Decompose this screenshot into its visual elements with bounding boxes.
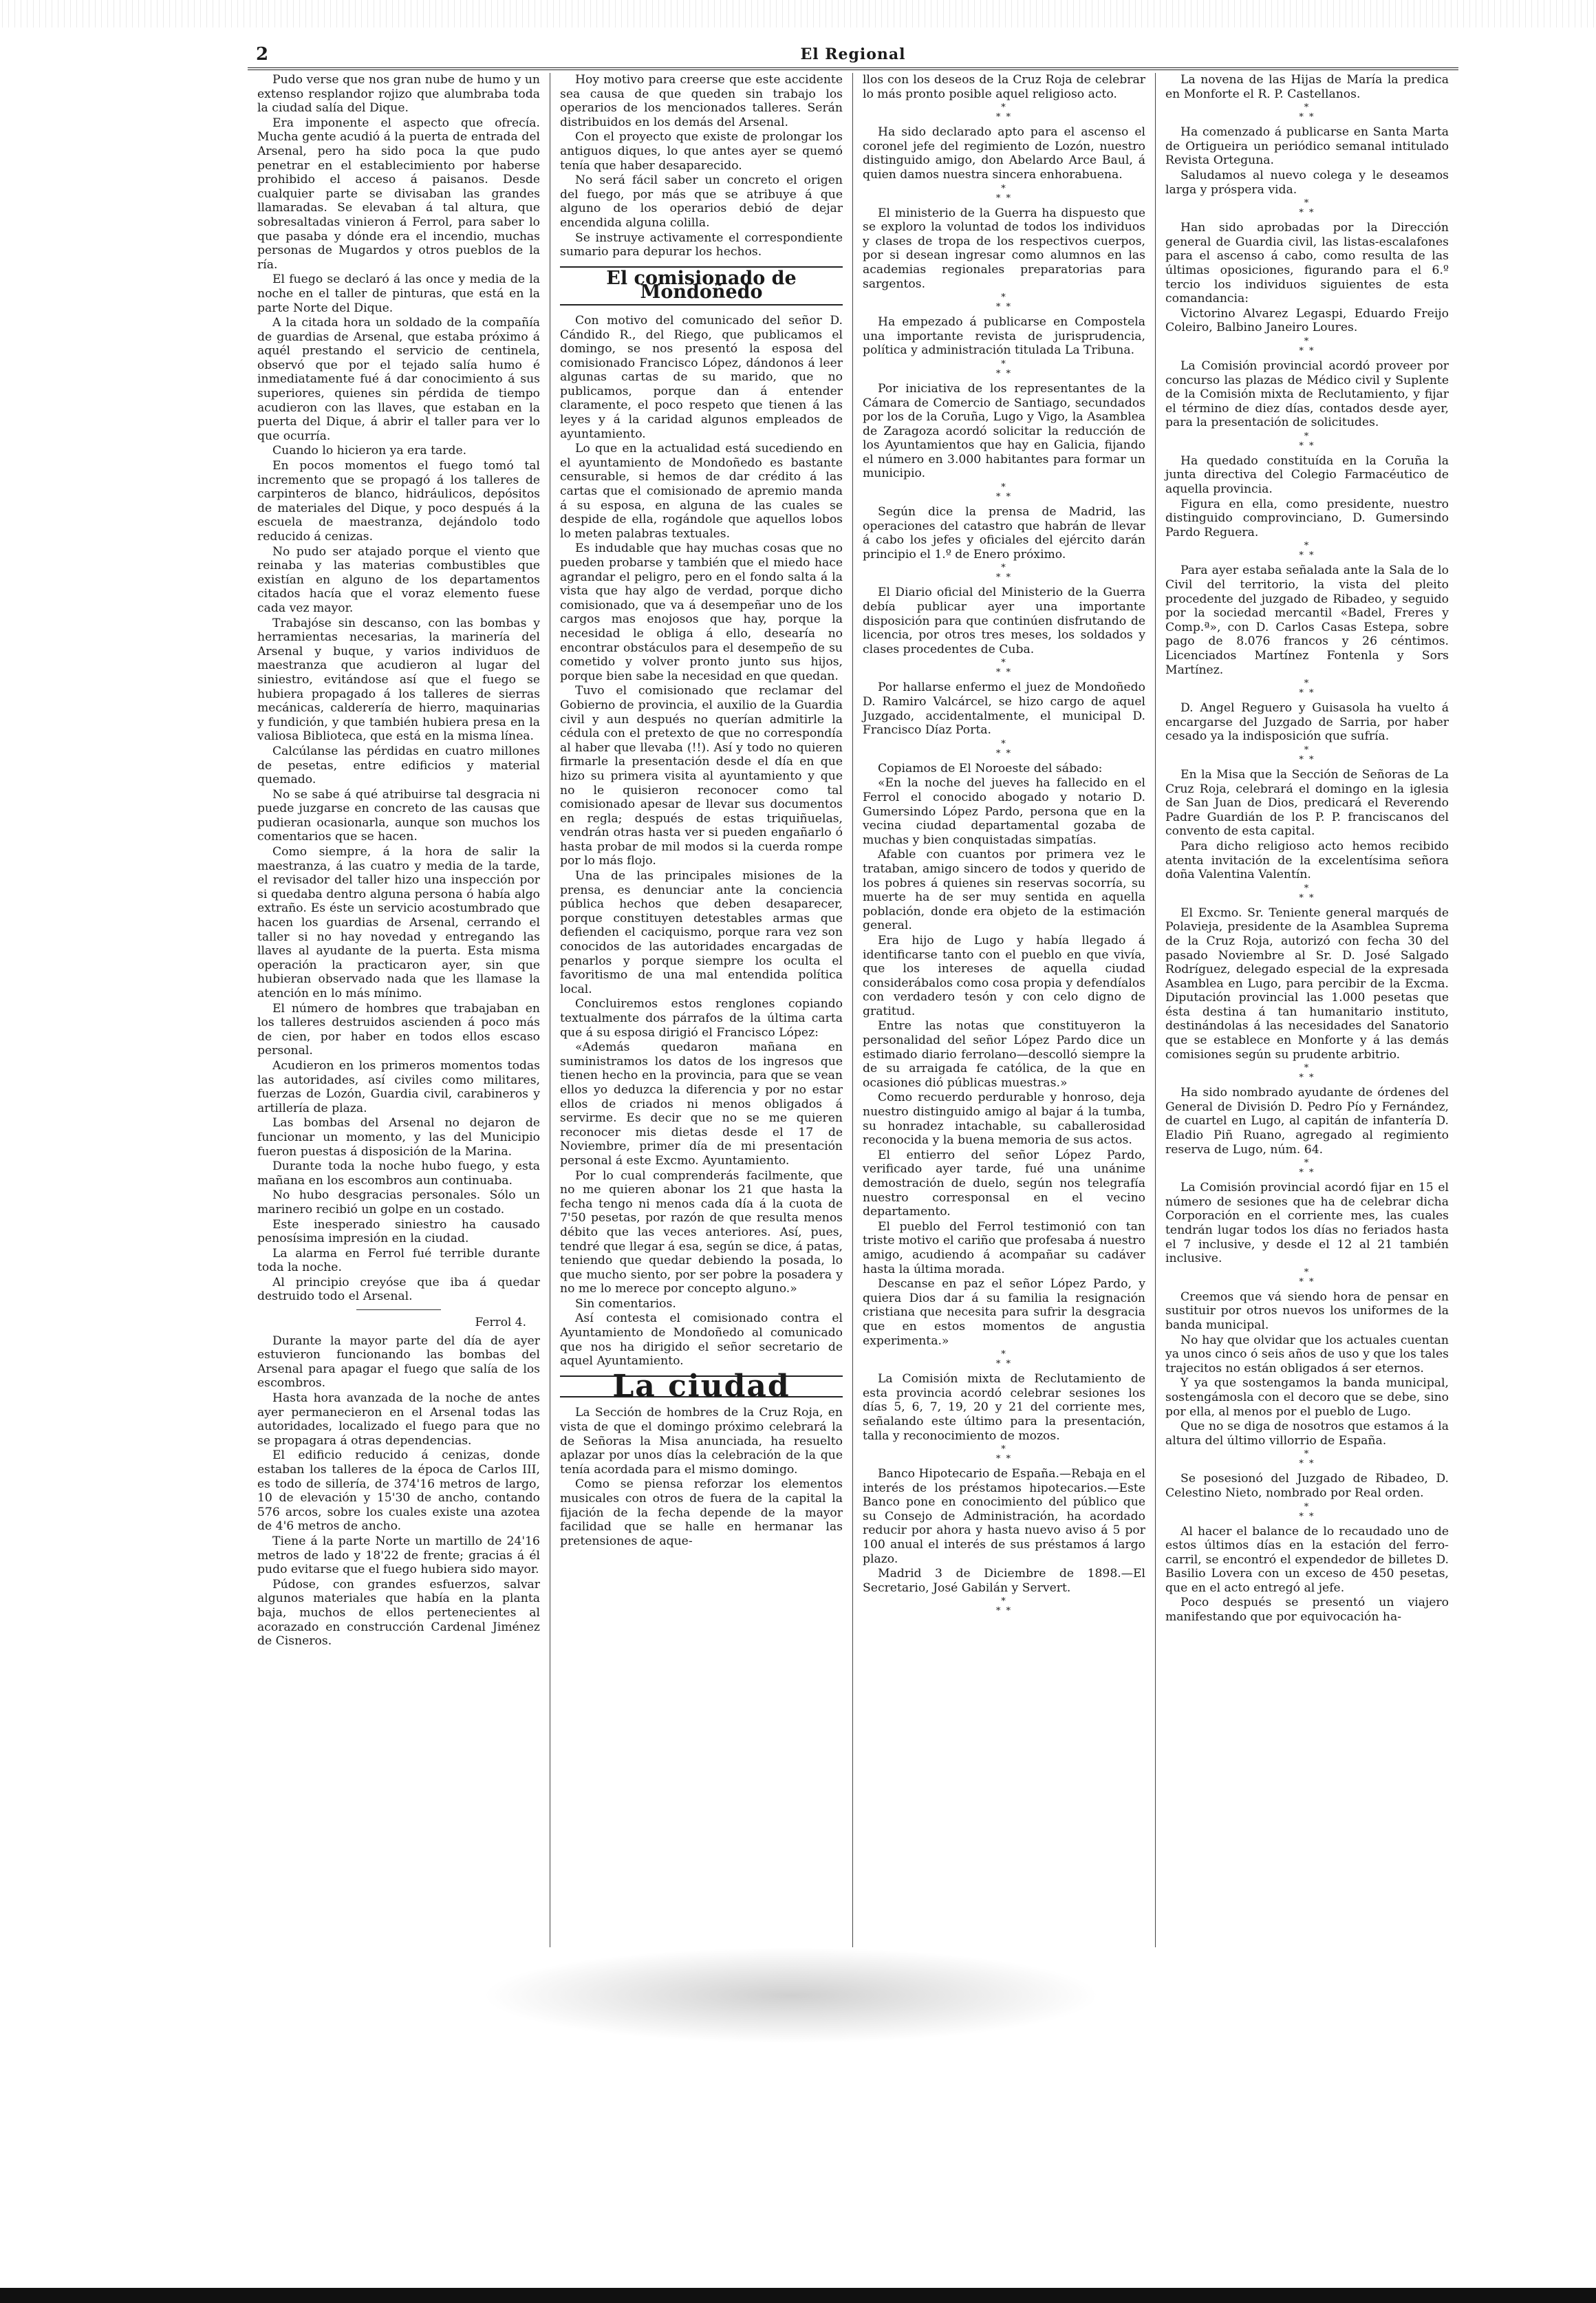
- paragraph: La Comisión mixta de Reclutamiento de esta provincia acordó celebrar sesiones los días 5, 6, 7, 19, 20 y 21 del corriente mes, señalando este último para la presentación, talla y reconocimiento de mozos.: [863, 1372, 1145, 1443]
- paragraph: Púdose, con grandes esfuerzos, salvar algunos materiales que había en la planta baja, muchos de ellos pertenecientes al acorazado en construcción Cardenal Jiménez de Cisneros.: [257, 1577, 540, 1649]
- asterism-separator: * * *: [1299, 1501, 1315, 1522]
- paragraph: Ha sido nombrado ayudante de órdenes del General de División D. Pedro Pío y Fernández, de cuartel en Lugo, al capitán de infantería D. Eladio Piñ Ruano, agregado al regimiento reserva de Lugo, núm. 64.: [1165, 1086, 1449, 1157]
- asterism-separator: * * *: [1299, 431, 1315, 451]
- paragraph: El pueblo del Ferrol testimonió con tan triste motivo el cariño que profesaba á nuestro amigo, acudiendo á acompañar su cadáver hasta la última morada.: [863, 1219, 1145, 1276]
- paragraph: La Comisión provincial acordó proveer por concurso las plazas de Médico civil y Suplente de la Comisión mixta de Reclutamiento, y fijar el término de diez días, contados desde ayer, para la presentación de solicitudes.: [1165, 358, 1449, 430]
- paragraph: La novena de las Hijas de María la predica en Monforte el R. P. Castellanos.: [1165, 73, 1449, 101]
- paragraph: El número de hombres que trabajaban en los talleres destruidos ascienden á poco más de cien, por haber en todos ellos escaso personal.: [257, 1001, 540, 1058]
- scan-smudge: [482, 1947, 1101, 2044]
- paragraph: Calcúlanse las pérdidas en cuatro millones de pesetas, entre edificios y material quemado.: [257, 744, 540, 787]
- asterism-separator: * * *: [1299, 1158, 1315, 1179]
- paragraph: Así contesta el comisionado contra el Ayuntamiento de Mondoñedo al comunicado que nos ha dirigido el señor secretario de aquel Ayuntamiento.: [560, 1311, 843, 1369]
- paragraph: Para ayer estaba señalada ante la Sala de lo Civil del territorio, la vista del pleito procedente del juzgado de Ribadeo, y seguido por la sociedad mercantil «Badel, Freres y Comp.ª», con D. Carlos Casas Estepa, sobre pago de 8.076 francos y 26 céntimos. Licenciados Martínez Fontenla y Sors Martínez.: [1165, 564, 1449, 677]
- paragraph: Sin comentarios.: [575, 1296, 676, 1311]
- section-title: La ciudad: [560, 1375, 843, 1398]
- paragraph: Tuvo el comisionado que reclamar del Gobierno de provincia, el auxilio de la Guardia civil y aun después no querían admitirle la cédula con el pretexto de que no correspondía al haber que llevaba (!!). Así y todo no quieren firmarle la presentación desde el día en que hizo su primera visita al ayuntamiento y que no le quisieron reconocer como tal comisionado apesar de llevar sus documentos en regla; después de estas triquiñuelas, vendrán otras hasta ver si pueden engañarlo ó hasta probar de mil modos si la cuerda rompe por lo más flojo.: [560, 684, 843, 868]
- paragraph: Durante toda la noche hubo fuego, y esta mañana en los escombros aun continuaba.: [257, 1159, 540, 1188]
- page-number: 2: [256, 44, 269, 65]
- paragraph: Como siempre, á la hora de salir la maestranza, á las cuatro y media de la tarde, el revisador del taller hizo una inspección por si quedaba dentro alguna persona ó había algo extraño. Es éste un servicio acostumbrado que hacen los guardias de Arsenal, cerrando el taller si no hay novedad y entregando las llaves al ayudante de la puerta. Esta misma operación la practicaron ayer, sin que hubieran observado nada que les llamase la atención en lo más mínimo.: [257, 845, 540, 1000]
- paragraph: La Sección de hombres de la Cruz Roja, en vista de que el domingo próximo celebrará la de Señoras la Misa anunciada, ha resuelto aplazar por unos días la celebración de la que tenía acordada para el mismo domingo.: [560, 1406, 843, 1477]
- paragraph: Han sido aprobadas por la Dirección general de Guardia civil, las listas-escalafones para el ascenso á cabo, como resulta de las últimas oposiciones, figurando para el 6.º tercio los individuos siguientes de esta comandancia:: [1165, 221, 1449, 306]
- paragraph: Banco Hipotecario de España.—Rebaja en el interés de los préstamos hipotecarios.—Este Banco pone en conocimiento del público que su Consejo de Administración, ha acordado reducir por ahora y hasta nuevo aviso á 5 por 100 anual el interés de sus préstamos á largo plazo.: [863, 1467, 1145, 1566]
- paragraph: D. Angel Reguero y Guisasola ha vuelto á encargarse del Juzgado de Sarria, por haber cesado ya la indisposición que sufría.: [1165, 701, 1449, 744]
- asterism-separator: * * *: [1299, 678, 1315, 699]
- paragraph: Trabajóse sin descanso, con las bombas y herramientas necesarias, la marinería del Arsenal y buque, y varios individuos de maestranza que acudieron al lugar del siniestro, evitándose así que el fuego se hubiera propagado á los talleres de sierras mecánicas, calderería de hierro, maquinarias y fundición, y que también hubiera presa en la valiosa Biblioteca, que está en la misma línea.: [257, 616, 540, 744]
- paragraph: Este inesperado siniestro ha causado penosísima impresión en la ciudad.: [257, 1217, 540, 1246]
- paragraph: No hubo desgracias personales. Sólo un marinero recibió un golpe en un costado.: [257, 1188, 540, 1217]
- asterism-separator: * * *: [1299, 103, 1315, 123]
- paragraph: El ministerio de la Guerra ha dispuesto que se exploro la voluntad de todos los individuos y clases de tropa de los respectivos cuerpos, por si desean ingresar como alumnos en las academias regionales preparatorias para sargentos.: [863, 206, 1145, 291]
- section-title: El comisionado de Mondoñedo: [560, 266, 843, 306]
- asterism-separator: * * *: [1299, 541, 1315, 561]
- paragraph: «Además quedaron mañana en suministramos los datos de los ingresos que tienen hecho en la provincia, para que se vean ellos yo deduzca la diferencia y por no estar ellos de criados ni menos obligados á servirme. Es decir que no se me quieren reconocer mis dietas desde el 17 de Noviembre, primer día de mi presentación personal á este Excmo. Ayuntamiento.: [560, 1040, 843, 1168]
- asterism-separator: * * *: [1299, 745, 1315, 765]
- paragraph: Hasta hora avanzada de la noche de antes ayer permanecieron en el Arsenal todas las autoridades, localizado el fuego para que no se propagara á otras dependencias.: [257, 1391, 540, 1448]
- paragraph: El entierro del señor López Pardo, verificado ayer tarde, fué una unánime demostración de duelo, según nos telegrafía nuestro corresponsal en el vecino departamento.: [863, 1148, 1145, 1219]
- paragraph: Acudieron en los primeros momentos todas las autoridades, así civiles como militares, fuerzas de Lozón, Guardia civil, carabineros y artillería de plaza.: [257, 1058, 540, 1115]
- asterism-separator: * * *: [995, 358, 1013, 379]
- paragraph: Por hallarse enfermo el juez de Mondoñedo D. Ramiro Valcárcel, se hizo cargo de aquel Juzgado, accidentalmente, el municipal D. Francisco Díaz Porta.: [863, 681, 1145, 738]
- paragraph: Por lo cual comprenderás facilmente, que no me quieren abonar los 21 que hasta la fecha tengo ni menos cada día á la cuota de 7'50 pesetas, por razón de que resulta menos débito que las veces anteriores. Así, pues, tendré que llegar á esa, según se dice, á patas, teniendo que quedar debiendo la posada, lo que mucho siento, por ser pobre la posadera y no me lo merece por concepto alguno.»: [560, 1168, 843, 1296]
- paragraph: No hay que olvidar que los actuales cuentan ya unos cinco ó seis años de uso y que los tales trajecitos no están obligados á ser eternos.: [1165, 1333, 1449, 1375]
- paragraph: Se posesionó del Juzgado de Ribadeo, D. Celestino Nieto, nombrado por Real orden.: [1165, 1472, 1449, 1500]
- asterism-separator: * * *: [995, 563, 1013, 583]
- paragraph: Creemos que vá siendo hora de pensar en sustituir por otros nuevos los uniformes de la banda municipal.: [1165, 1289, 1449, 1332]
- asterism-separator: * * *: [1299, 883, 1315, 903]
- paragraph: Era hijo de Lugo y había llegado á identificarse tanto con el pueblo en que vivía, que los intereses de aquella ciudad considerábalos como cosa propia y defendíalos con verdadero tesón y con celo digno de gratitud.: [863, 933, 1145, 1018]
- column-4: [1156, 73, 1458, 1947]
- asterism-separator: * * *: [1299, 1063, 1315, 1084]
- scan-noise-top: [0, 0, 1596, 28]
- paragraph: Madrid 3 de Diciembre de 1898.—El Secretario, José Gabilán y Servert.: [863, 1567, 1145, 1595]
- scan-edge: [0, 2288, 1596, 2303]
- paragraph: Entre las notas que constituyeron la personalidad del señor López Pardo dice un estimado diario ferrolano—descolló siempre la de su arraigada fe católica, de la que en ocasiones dió públicas muestras.»: [863, 1019, 1145, 1090]
- asterism-separator: * * *: [1299, 1267, 1315, 1287]
- paragraph: Era imponente el aspecto que ofrecía. Mucha gente acudió á la puerta de entrada del Arsenal, pero ha sido poca la que pudo penetrar en el establecimiento por haberse prohibido el acceso á paisanos. Desde cualquier parte se divisaban las grandes llamaradas. Se elevaban á tal altura, que sobresaltadas vinieron á Ferrol, para saber lo que pasaba y dónde era el incendio, muchas personas de Mugardos y otros pueblos de la ría.: [257, 116, 540, 272]
- asterism-separator: * * *: [995, 183, 1013, 204]
- paragraph: Que no se diga de nosotros que estamos á la altura del último villorrio de España.: [1165, 1420, 1449, 1448]
- paragraph: Con motivo del comunicado del señor D. Cándido R., del Riego, que publicamos el domingo, se nos presentó la esposa del comisionado Francisco López, dándonos á leer algunas cartas de su marido, que no publicamos, porque dan á entender claramente, el poco respeto que tienen á las leyes y á la caridad algunos empleados de ayuntamiento.: [560, 313, 843, 441]
- paragraph: Al hacer el balance de lo recaudado uno de estos últimos días en la estación del ferro-carril, se encontró el expendedor de billetes D. Basilio Lovera con un exceso de 450 pesetas, que en el acto entregó al jefe.: [1165, 1524, 1449, 1595]
- paragraph: Poco después se presentó un viajero manifestando que por equivocación ha-: [1165, 1596, 1449, 1625]
- paragraph: No pudo ser atajado porque el viento que reinaba y las materias combustibles que existían en alguno de los departamentos citados hacía que el voraz elemento fuese cada vez mayor.: [257, 544, 540, 615]
- asterism-separator: * * *: [1299, 198, 1315, 219]
- paragraph: La alarma en Ferrol fué terrible durante toda la noche.: [257, 1246, 540, 1275]
- asterism-separator: * * *: [1299, 336, 1315, 356]
- paragraph: Ha comenzado á publicarse en Santa Marta de Ortigueira un periódico semanal intitulado Revista Orteguna.: [1165, 125, 1449, 168]
- paragraph: «En la noche del jueves ha fallecido en el Ferrol el conocido abogado y notario D. Gumersindo López Pardo, persona que en la vecina ciudad departamental gozaba de muchas y bien conquistadas simpatías.: [863, 776, 1145, 847]
- paragraph: Se instruye activamente el correspondiente sumario para depurar los hechos.: [560, 231, 843, 259]
- paragraph: Ha sido declarado apto para el ascenso el coronel jefe del regimiento de Lozón, nuestro distinguido amigo, don Abelardo Arce Baul, á quien damos nuestra sincera enhorabuena.: [863, 125, 1145, 182]
- masthead: El Regional: [800, 45, 906, 63]
- paragraph: Es indudable que hay muchas cosas que no pueden probarse y también que el miedo hace agrandar el peligro, pero en el fondo salta á la vista que hay algo de verdad, porque dicho comisionado, que va á desempeñar uno de los cargos mas enojosos que hay, porque la necesidad le obliga á ello, desearía no encontrar obstáculos para el desempeño de su cometido y volver pronto junto sus hijos, porque bien sabe la necesidad en que quedan.: [560, 542, 843, 683]
- paragraph: No se sabe á qué atribuirse tal desgracia ni puede juzgarse en concreto de las causas que pudieran ocasionarla, aunque son muchos los comentarios que se hacen.: [257, 787, 540, 844]
- asterism-separator: * * *: [995, 482, 1013, 503]
- asterism-separator: * * *: [995, 658, 1013, 678]
- paragraph: En pocos momentos el fuego tomó tal incremento que se propagó á los talleres de carpinteros de blanco, hidráulicos, depósitos de materiales del Dique, y poco después á la escuela de maestranza, dejándolo todo reducido á cenizas.: [257, 459, 540, 544]
- dateline: Ferrol 4.: [475, 1316, 526, 1330]
- paragraph: Victorino Alvarez Legaspi, Eduardo Freijo Coleiro, Balbino Janeiro Loures.: [1165, 306, 1449, 335]
- paragraph: Y ya que sostengamos la banda municipal, sostengámosla con el decoro que se debe, sino por ella, al menos por el pueblo de Lugo.: [1165, 1376, 1449, 1419]
- asterism-separator: * * *: [995, 738, 1013, 759]
- paragraph: llos con los deseos de la Cruz Roja de celebrar lo más pronto posible aquel religioso acto.: [863, 73, 1145, 101]
- columns: [248, 73, 1458, 1947]
- paragraph: Ha empezado á publicarse en Compostela una importante revista de jurisprudencia, política y administración titulada La Tribuna.: [863, 315, 1145, 358]
- asterism-separator: * * *: [995, 1596, 1013, 1617]
- paragraph: Como recuerdo perdurable y honroso, deja nuestro distinguido amigo al bajar á la tumba, su honradez intachable, su caballerosidad reconocida y la buena memoria de sus actos.: [863, 1091, 1145, 1148]
- paragraph: Pudo verse que nos gran nube de humo y un extenso resplandor rojizo que alumbraba toda la ciudad salía del Dique.: [257, 73, 540, 116]
- paragraph: Por iniciativa de los representantes de la Cámara de Comercio de Santiago, secundados por los de la Coruña, Lugo y Vigo, la Asamblea de Zaragoza acordó solicitar la reducción de los Ayuntamientos que hay en Galicia, fijando el número en 3.000 habitantes para formar un municipio.: [863, 381, 1145, 481]
- paragraph: El edificio reducido á cenizas, donde estaban los talleres de la época de Carlos III, es todo de sillería, de 374'16 metros de largo, 10 de elevación y 15'30 de ancho, contando 576 arcos, sobre los cuales existe una azotea de 4'6 metros de ancho.: [257, 1448, 540, 1534]
- paragraph: Hoy motivo para creerse que este accidente sea causa de que queden sin trabajo los operarios de los mencionados talleres. Serán distribuidos en los demás del Arsenal.: [560, 73, 843, 129]
- paragraph: Lo que en la actualidad está sucediendo en el ayuntamiento de Mondoñedo es bastante censurable, si hemos de dar crédito á las cartas que el comisionado de apremio manda á su esposa, en alguna de las cuales se despide de ella, rogándole que aquellos lobos lo meten palabras textuales.: [560, 442, 843, 541]
- paragraph: Para dicho religioso acto hemos recibido atenta invitación de la excelentísima señora doña Valentina Valentín.: [1165, 839, 1449, 882]
- page-header: [248, 41, 1458, 70]
- paragraph: La Comisión provincial acordó fijar en 15 el número de sesiones que ha de celebrar dicha Corporación en el corriente mes, las cuales tendrán lugar todos los días no feriados hasta el 7 inclusive, y desde el 12 al 21 también inclusive.: [1165, 1181, 1449, 1266]
- newspaper-page: [248, 41, 1458, 1947]
- paragraph: Tiene á la parte Norte un martillo de 24'16 metros de lado y 18'22 de frente; gracias á él pudo evitarse que el fuego hubiera sido mayor.: [257, 1534, 540, 1577]
- paragraph: A la citada hora un soldado de la compañía de guardias de Arsenal, que estaba próximo á aquél prestando el servicio de centinela, observó que por el tejado salía humo é inmediatamente fué á dar conocimiento á sus superiores, quienes sin pérdida de tiempo acudieron con las llaves, que estaban en la puerta del Dique, á abrir el taller para ver lo que ocurría.: [257, 316, 540, 443]
- paragraph: No será fácil saber un concreto el origen del fuego, por más que se atribuye á que alguno de los operarios debió de dejar encendida alguna colilla.: [560, 173, 843, 230]
- asterism-separator: * * *: [1299, 1449, 1315, 1470]
- asterism-separator: * * *: [995, 1444, 1013, 1465]
- paragraph: Concluiremos estos renglones copiando textualmente dos párrafos de la última carta que á su esposa dirigió el Francisco López:: [560, 997, 843, 1040]
- paragraph: Con el proyecto que existe de prolongar los antiguos diques, lo que antes ayer se quemó tenía que haber desaparecido.: [560, 130, 843, 173]
- asterism-separator: * * *: [995, 292, 1013, 313]
- paragraph: Afable con cuantos por primera vez le trataban, amigo sincero de todos y querido de los pobres á quienes sin reservas socorría, su muerte ha de ser muy sentida en aquella población, donde era objeto de la estimación general.: [863, 848, 1145, 933]
- paragraph: En la Misa que la Sección de Señoras de La Cruz Roja, celebrará el domingo en la iglesia de San Juan de Dios, predicará el Reverendo Padre Guardián de los P. P. franciscanos del convento de esta capital.: [1165, 767, 1449, 839]
- paragraph: Saludamos al nuevo colega y le deseamos larga y próspera vida.: [1165, 168, 1449, 197]
- asterism-separator: * * *: [995, 103, 1013, 123]
- paragraph: Las bombas del Arsenal no dejaron de funcionar un momento, y las del Municipio fueron puestas á disposición de la Marina.: [257, 1116, 540, 1159]
- paragraph: Como se piensa reforzar los elementos musicales con otros de fuera de la capital la fijación de la fecha depende de la mayor facilidad que se halle en hermanar las pretensiones de aque-: [560, 1477, 843, 1548]
- paragraph: Durante la mayor parte del día de ayer estuvieron funcionando las bombas del Arsenal para apagar el fuego que salía de los escombros.: [257, 1333, 540, 1391]
- paragraph: El Excmo. Sr. Teniente general marqués de Polavieja, presidente de la Asamblea Suprema de la Cruz Roja, autorizó con fecha 30 del pasado Noviembre al Sr. D. José Salgado Rodríguez, delegado especial de la expresada Asamblea en Lugo, para percibir de la Excma. Diputación provincial las 1.000 pesetas que ésta destina á tan humanitario instituto, destinándolas á las necesidades del Sanatorio que se establece en Monforte y á las demás comisiones según su prudente arbitrio.: [1165, 906, 1449, 1062]
- paragraph: Ha quedado constituída en la Coruña la junta directiva del Colegio Farmacéutico de aquella provincia.: [1165, 453, 1449, 497]
- paragraph: Al principio creyóse que iba á quedar destruido todo el Arsenal.: [257, 1275, 540, 1304]
- paragraph: Copiamos de El Noroeste del sábado:: [878, 761, 1103, 775]
- column-1: [248, 73, 550, 1947]
- column-2: [550, 73, 853, 1947]
- paragraph: El Diario oficial del Ministerio de la Guerra debía publicar ayer una importante disposición para que continúen disfrutando de licencia, por otros tres meses, los soldados y clases procedentes de Cuba.: [863, 586, 1145, 656]
- short-rule: [356, 1309, 441, 1310]
- paragraph: Según dice la prensa de Madrid, las operaciones del catastro que habrán de llevar á cabo los jefes y oficiales del ejército darán principio el 1.º de Enero próximo.: [863, 505, 1145, 561]
- asterism-separator: * * *: [995, 1349, 1013, 1370]
- paragraph: Descanse en paz el señor López Pardo, y quiera Dios dar á su familia la resignación cristiana que necesita para sufrir la desgracia que en estos momentos de angustia experimenta.»: [863, 1277, 1145, 1348]
- paragraph: Una de las principales misiones de la prensa, es denunciar ante la conciencia pública hechos que deben desaparecer, porque constituyen detestables armas que defienden el caciquismo, porque rara vez son conocidos de las autoridades encargadas de penarlos y porque siempre los oculta el favoritismo de una mal entendida política local.: [560, 869, 843, 996]
- paragraph: Figura en ella, como presidente, nuestro distinguido comprovinciano, D. Gumersindo Pardo Reguera.: [1165, 497, 1449, 539]
- paragraph: Cuando lo hicieron ya era tarde.: [272, 444, 467, 458]
- paragraph: El fuego se declaró á las once y media de la noche en el taller de pinturas, que está en la parte Norte del Dique.: [257, 272, 540, 315]
- column-3: [853, 73, 1156, 1947]
